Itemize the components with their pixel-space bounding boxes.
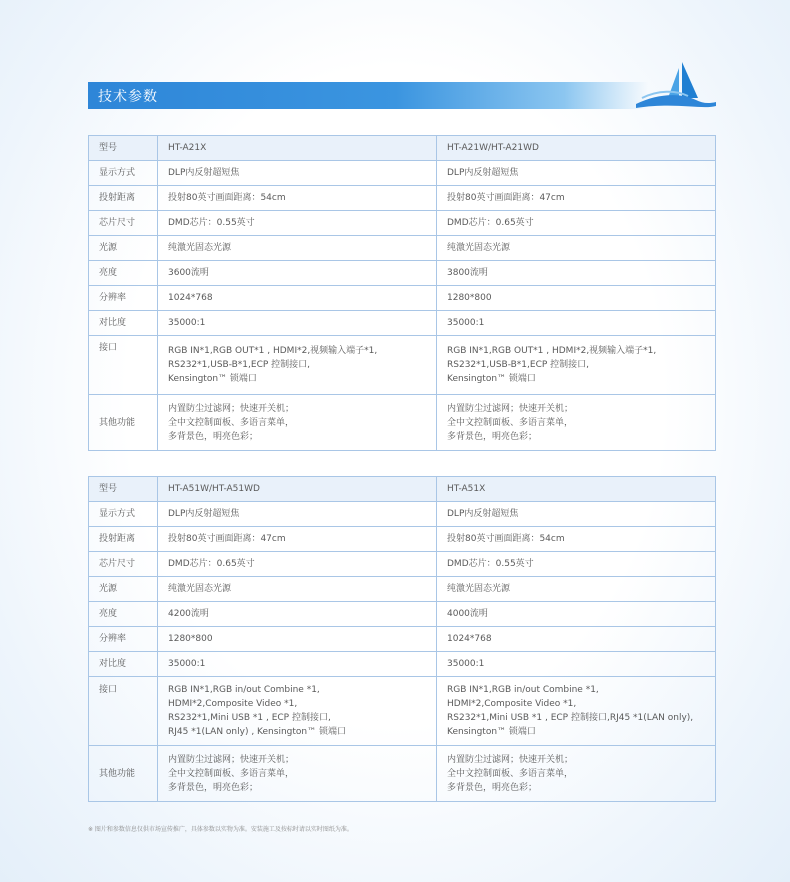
table-row xyxy=(89,627,716,652)
cell-value: DMD芯片：0.55英寸 xyxy=(437,552,716,577)
row-label: 显示方式 xyxy=(89,502,158,527)
spec-table-1 xyxy=(88,135,716,451)
table-row xyxy=(89,677,716,746)
row-label: 芯片尺寸 xyxy=(89,211,158,236)
cell-value: 纯激光固态光源 xyxy=(437,236,716,261)
row-label: 亮度 xyxy=(89,602,158,627)
section-title-bar xyxy=(88,82,648,109)
cell-value: 内置防尘过滤网；快速开关机； 全中文控制面板、多语言菜单， 多背景色，明亮色彩； xyxy=(158,746,437,802)
row-label: 其他功能 xyxy=(89,746,158,802)
cell-value: 1280*800 xyxy=(437,286,716,311)
row-label: 光源 xyxy=(89,577,158,602)
row-label: 芯片尺寸 xyxy=(89,552,158,577)
cell-value: DMD芯片：0.65英寸 xyxy=(437,211,716,236)
cell-value: 35000:1 xyxy=(158,311,437,336)
table-row xyxy=(89,136,716,161)
cell-value: RGB IN*1,RGB in/out Combine *1, HDMI*2,Composite Video *1, RS232*1,Mini USB *1 , ECP 控制接口, RJ45 *1(LAN only) , Kensington™ 锁端口 xyxy=(158,677,437,746)
row-label: 光源 xyxy=(89,236,158,261)
row-label: 接口 xyxy=(89,336,158,395)
cell-value: DMD芯片：0.55英寸 xyxy=(158,211,437,236)
cell-value: 35000:1 xyxy=(158,652,437,677)
section-title: 技术参数 xyxy=(98,89,158,105)
cell-value: 投射80英寸画面距离：47cm xyxy=(158,527,437,552)
spec-table-2 xyxy=(88,476,716,802)
row-label: 接口 xyxy=(89,677,158,746)
row-label: 分辨率 xyxy=(89,627,158,652)
cell-value: DLP内反射超短焦 xyxy=(158,502,437,527)
cell-value: RGB IN*1,RGB in/out Combine *1, HDMI*2,Composite Video *1, RS232*1,Mini USB *1 , ECP 控制接口,RJ45 *1(LAN only), Kensington™ 锁端口 xyxy=(437,677,716,746)
table-row xyxy=(89,311,716,336)
cell-value: 3800流明 xyxy=(437,261,716,286)
cell-value: HT-A21X xyxy=(158,136,437,161)
table-row xyxy=(89,186,716,211)
cell-value: 纯激光固态光源 xyxy=(158,577,437,602)
row-label: 分辨率 xyxy=(89,286,158,311)
cell-value: DLP内反射超短焦 xyxy=(437,161,716,186)
table-row xyxy=(89,746,716,802)
cell-value: 投射80英寸画面距离：54cm xyxy=(437,527,716,552)
table-row xyxy=(89,286,716,311)
cell-value: RGB IN*1,RGB OUT*1 , HDMI*2,视频输入端子*1, RS232*1,USB-B*1,ECP 控制接口, Kensington™ 锁端口 xyxy=(158,336,437,395)
cell-value: 纯激光固态光源 xyxy=(437,577,716,602)
table-row xyxy=(89,211,716,236)
cell-value: 3600流明 xyxy=(158,261,437,286)
cell-value: 1024*768 xyxy=(437,627,716,652)
table-row xyxy=(89,336,716,395)
table-row xyxy=(89,261,716,286)
cell-value: 内置防尘过滤网；快速开关机； 全中文控制面板、多语言菜单， 多背景色，明亮色彩； xyxy=(158,395,437,451)
row-label: 其他功能 xyxy=(89,395,158,451)
cell-value: 1024*768 xyxy=(158,286,437,311)
table-row xyxy=(89,602,716,627)
cell-value: HT-A51W/HT-A51WD xyxy=(158,477,437,502)
cell-value: 1280*800 xyxy=(158,627,437,652)
table-row xyxy=(89,477,716,502)
cell-value: RGB IN*1,RGB OUT*1 , HDMI*2,视频输入端子*1, RS232*1,USB-B*1,ECP 控制接口, Kensington™ 锁端口 xyxy=(437,336,716,395)
sailboat-wave-icon xyxy=(636,58,716,110)
table-row xyxy=(89,236,716,261)
cell-value: HT-A21W/HT-A21WD xyxy=(437,136,716,161)
cell-value: DLP内反射超短焦 xyxy=(158,161,437,186)
row-label: 显示方式 xyxy=(89,161,158,186)
table-row xyxy=(89,552,716,577)
cell-value: 4000流明 xyxy=(437,602,716,627)
row-label: 投射距离 xyxy=(89,186,158,211)
cell-value: 4200流明 xyxy=(158,602,437,627)
cell-value: 内置防尘过滤网；快速开关机； 全中文控制面板、多语言菜单， 多背景色，明亮色彩； xyxy=(437,746,716,802)
cell-value: HT-A51X xyxy=(437,477,716,502)
row-label: 对比度 xyxy=(89,652,158,677)
row-label: 投射距离 xyxy=(89,527,158,552)
table-row xyxy=(89,395,716,451)
row-label: 亮度 xyxy=(89,261,158,286)
cell-value: 内置防尘过滤网；快速开关机； 全中文控制面板、多语言菜单， 多背景色，明亮色彩； xyxy=(437,395,716,451)
disclaimer-footnote: ※ 图片和参数信息仅供市场宣传推广，具体参数以实物为准。安装施工及按标时请以实时图纸为准。 xyxy=(88,826,353,833)
table-row xyxy=(89,161,716,186)
table-row xyxy=(89,527,716,552)
cell-value: DLP内反射超短焦 xyxy=(437,502,716,527)
cell-value: 投射80英寸画面距离：54cm xyxy=(158,186,437,211)
cell-value: 35000:1 xyxy=(437,652,716,677)
row-label: 型号 xyxy=(89,136,158,161)
cell-value: DMD芯片：0.65英寸 xyxy=(158,552,437,577)
table-row xyxy=(89,652,716,677)
row-label: 型号 xyxy=(89,477,158,502)
cell-value: 投射80英寸画面距离：47cm xyxy=(437,186,716,211)
row-label: 对比度 xyxy=(89,311,158,336)
cell-value: 35000:1 xyxy=(437,311,716,336)
table-row xyxy=(89,502,716,527)
table-row xyxy=(89,577,716,602)
cell-value: 纯激光固态光源 xyxy=(158,236,437,261)
